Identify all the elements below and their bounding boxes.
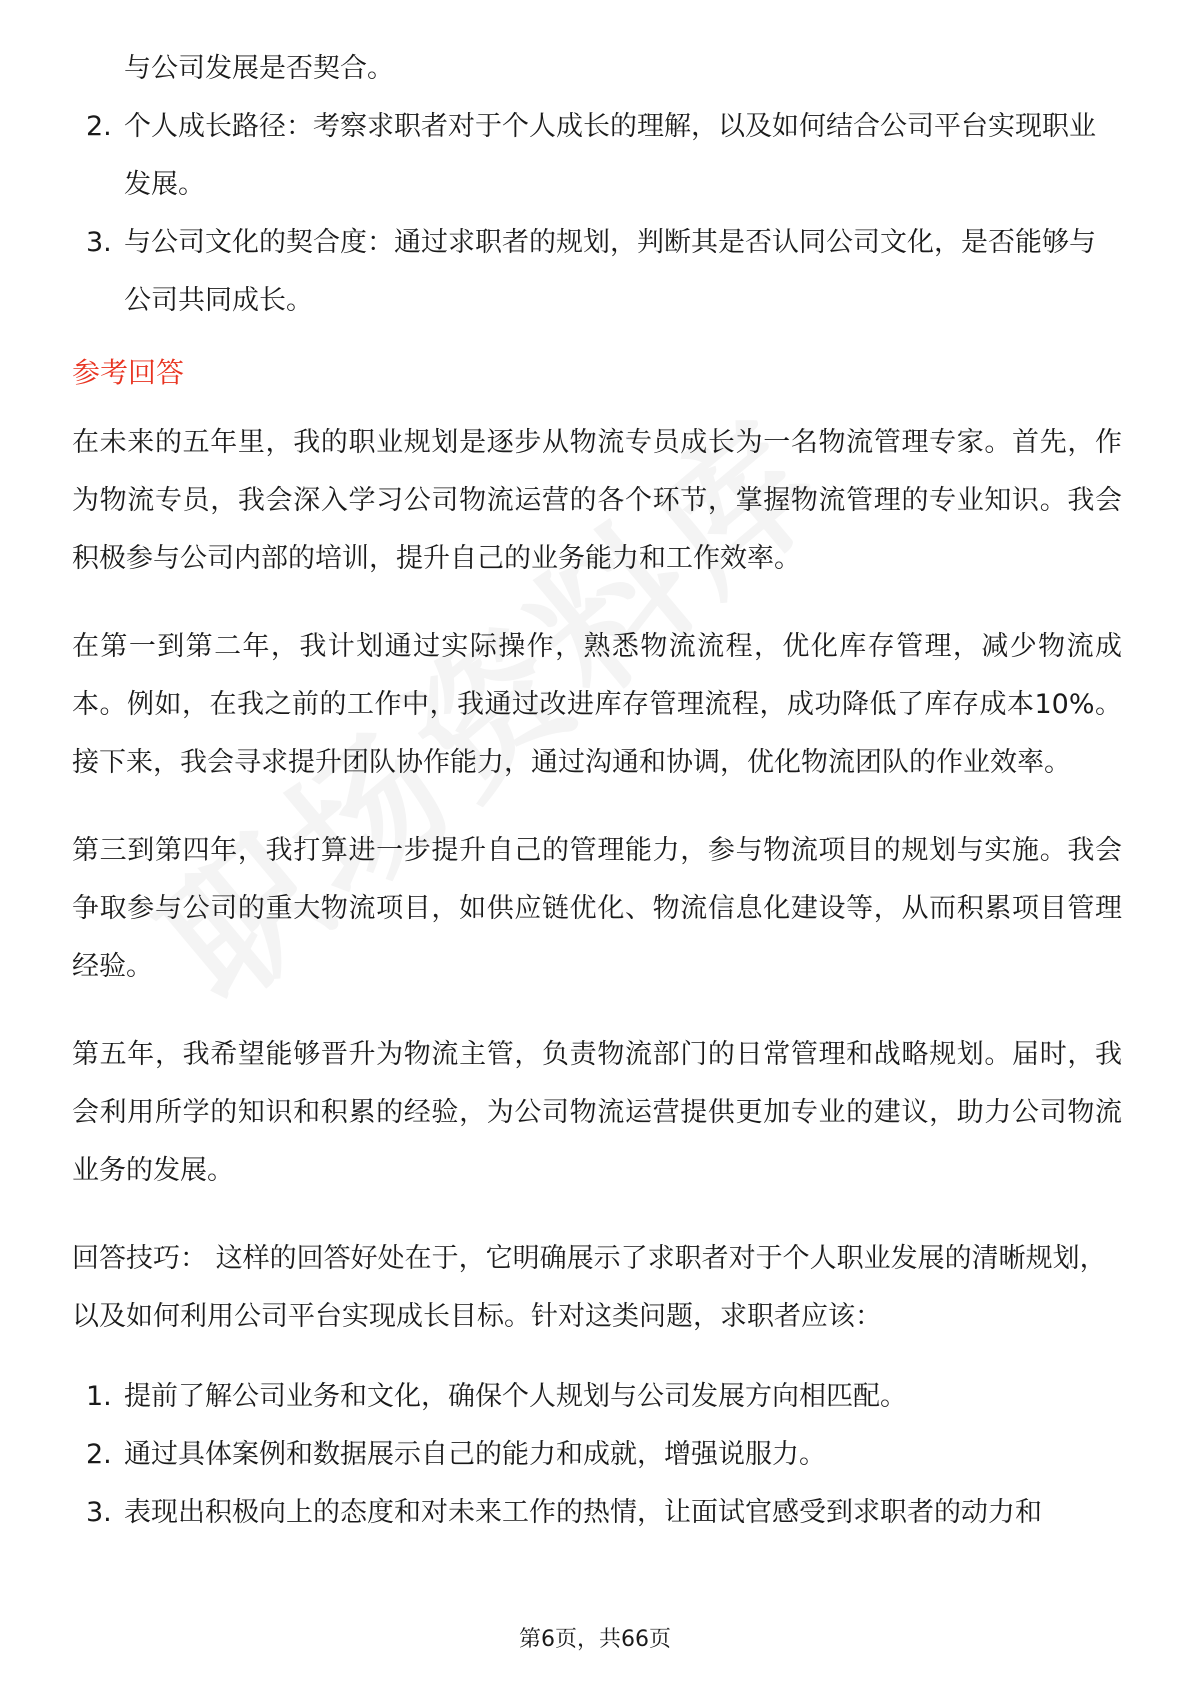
section-heading-reference-answer: 参考回答 — [72, 356, 185, 389]
list-text: 提前了解公司业务和文化，确保个人规划与公司发展方向相匹配。 — [124, 1381, 907, 1412]
list-item — [72, 40, 1122, 98]
list-item — [72, 1484, 1122, 1542]
list-number: 3. — [86, 227, 112, 258]
list-item — [72, 98, 1122, 214]
list-text: 个人成长路径：考察求职者对于个人成长的理解，以及如何结合公司平台实现职业发展。 — [124, 111, 1096, 200]
list-text: 表现出积极向上的态度和对未来工作的热情，让面试官感受到求职者的动力和 — [124, 1497, 1042, 1528]
list-number: 3. — [86, 1497, 112, 1528]
answer-paragraph: 第三到第四年，我打算进一步提升自己的管理能力，参与物流项目的规划与实施。我会争取参与公司的重大物流项目，如供应链优化、物流信息化建设等，从而积累项目管理经验。 — [72, 835, 1122, 982]
page-content — [72, 40, 1122, 1542]
list-number: 1. — [86, 1381, 112, 1412]
answer-paragraph: 在未来的五年里，我的职业规划是逐步从物流专员成长为一名物流管理专家。首先，作为物流专员，我会深入学习公司物流运营的各个环节，掌握物流管理的专业知识。我会积极参与公司内部的培训，提升自己的业务能力和工作效率。 — [72, 427, 1122, 574]
list-text: 与公司发展是否契合。 — [124, 53, 394, 84]
list-item — [72, 1368, 1122, 1426]
list-number: 2. — [86, 1439, 112, 1470]
list-text: 与公司文化的契合度：通过求职者的规划，判断其是否认同公司文化，是否能够与公司共同成长。 — [124, 227, 1096, 316]
list-text: 通过具体案例和数据展示自己的能力和成就，增强说服力。 — [124, 1439, 826, 1470]
list-item — [72, 214, 1122, 330]
list-number: 2. — [86, 111, 112, 142]
page-number-footer: 第6页，共66页 — [519, 1627, 671, 1652]
answer-paragraph: 第五年，我希望能够晋升为物流主管，负责物流部门的日常管理和战略规划。届时，我会利用所学的知识和积累的经验，为公司物流运营提供更加专业的建议，助力公司物流业务的发展。 — [72, 1039, 1122, 1186]
intro-list — [72, 40, 1122, 330]
answer-tips: 回答技巧： 这样的回答好处在于，它明确展示了求职者对于个人职业发展的清晰规划，以及如何利用公司平台实现成长目标。针对这类问题，求职者应该： — [72, 1243, 1107, 1332]
answer-paragraph: 在第一到第二年，我计划通过实际操作，熟悉物流流程，优化库存管理，减少物流成本。例如，在我之前的工作中，我通过改进库存管理流程，成功降低了库存成本10%。接下来，我会寻求提升团队协作能力，通过沟通和协调，优化物流团队的作业效率。 — [72, 631, 1122, 778]
list-item — [72, 1426, 1122, 1484]
tips-list — [72, 1368, 1122, 1542]
